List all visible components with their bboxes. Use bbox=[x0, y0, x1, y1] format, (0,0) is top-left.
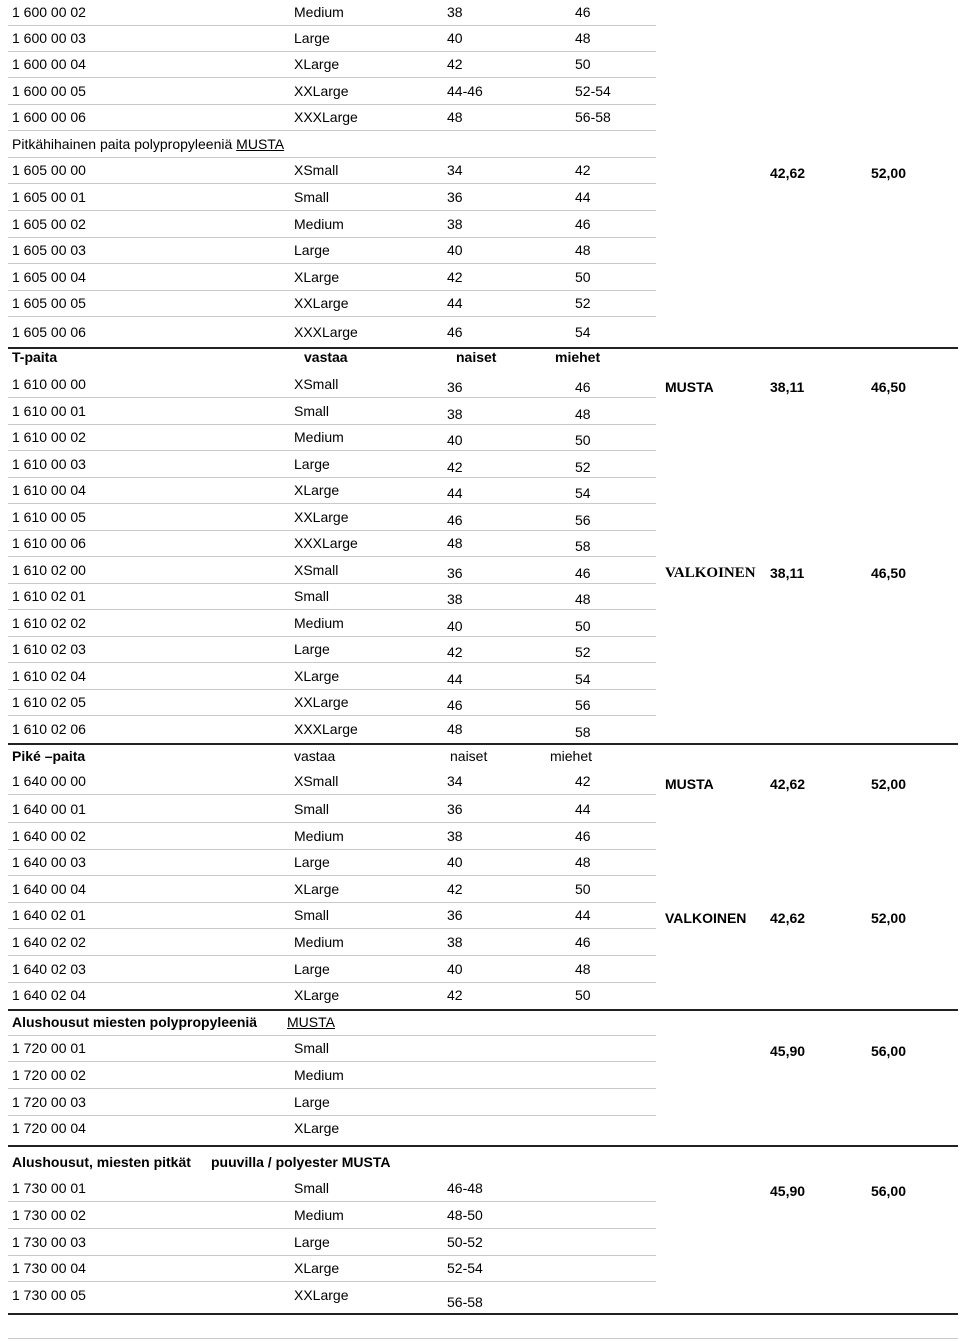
table-row: 1 610 00 00 XSmall 36 46 MUSTA 38,11 46,50 bbox=[0, 372, 960, 398]
table-row: 1 605 00 01 Small 36 44 bbox=[0, 185, 960, 211]
section-title: T-paita bbox=[12, 349, 58, 365]
section-material: puuvilla / polyester MUSTA bbox=[211, 1154, 391, 1170]
price-1: 45,90 bbox=[770, 1043, 806, 1059]
table-row: 1 610 00 01 Small 38 48 bbox=[0, 399, 960, 425]
price-1: 45,90 bbox=[770, 1183, 806, 1199]
price-2: 46,50 bbox=[870, 565, 906, 581]
price-1: 42,62 bbox=[770, 165, 806, 181]
table-row: 1 730 00 02 Medium 48-50 bbox=[0, 1203, 960, 1229]
price-2: 52,00 bbox=[870, 776, 906, 792]
table-row: 1 600 00 04 XLarge 42 50 bbox=[0, 52, 960, 78]
table-row: 1 610 02 03 Large 42 52 bbox=[0, 637, 960, 663]
table-row: 1 730 00 01 Small 46-48 45,90 56,00 bbox=[0, 1176, 960, 1202]
table-row: 1 720 00 01 Small 45,90 56,00 bbox=[0, 1036, 960, 1062]
table-row: 1 610 02 02 Medium 40 50 bbox=[0, 611, 960, 637]
table-row: 1 600 00 06 XXXLarge 48 56-58 bbox=[0, 105, 960, 131]
price-2: 52,00 bbox=[870, 910, 906, 926]
table-row: 1 610 02 04 XLarge 44 54 bbox=[0, 664, 960, 690]
section-header: T-paita vastaa naiset miehet bbox=[12, 349, 601, 365]
bottom-divider bbox=[8, 1338, 958, 1339]
table-row: 1 610 02 05 XXLarge 46 56 bbox=[0, 690, 960, 716]
section-color: MUSTA bbox=[287, 1014, 335, 1030]
table-row: 1 610 02 06 XXXLarge 48 58 bbox=[0, 717, 960, 745]
color-label: MUSTA bbox=[665, 776, 714, 792]
table-row: 1 730 00 04 XLarge 52-54 bbox=[0, 1256, 960, 1282]
price-1: 38,11 bbox=[770, 565, 805, 581]
table-row: 1 605 00 03 Large 40 48 bbox=[0, 238, 960, 264]
table-row: 1 610 02 01 Small 38 48 bbox=[0, 584, 960, 610]
price-1: 38,11 bbox=[770, 379, 805, 395]
table-row: 1 605 00 00 XSmall 34 42 42,62 52,00 bbox=[0, 158, 960, 184]
table-row: 1 605 00 05 XXLarge 44 52 bbox=[0, 291, 960, 317]
table-row: 1 640 00 04 XLarge 42 50 bbox=[0, 877, 960, 903]
price-2: 56,00 bbox=[870, 1183, 906, 1199]
table-row: 1 605 00 02 Medium 38 46 bbox=[0, 212, 960, 238]
price-1: 42,62 bbox=[770, 910, 806, 926]
table-row: 1 730 00 05 XXLarge 56-58 bbox=[0, 1283, 960, 1315]
table-row: 1 640 02 01 Small 36 44 VALKOINEN 42,62 52,00 bbox=[0, 903, 960, 929]
table-row: 1 610 00 05 XXLarge 46 56 bbox=[0, 505, 960, 531]
price-1: 42,62 bbox=[770, 776, 806, 792]
table-row: 1 610 00 06 XXXLarge 48 58 bbox=[0, 531, 960, 557]
price-2: 56,00 bbox=[870, 1043, 906, 1059]
table-row: 1 605 00 04 XLarge 42 50 bbox=[0, 265, 960, 291]
table-row: 1 600 00 05 XXLarge 44-46 52-54 bbox=[0, 79, 960, 105]
table-row: 1 605 00 06 XXXLarge 46 54 bbox=[0, 318, 960, 349]
table-row: 1 640 02 03 Large 40 48 bbox=[0, 957, 960, 983]
section-header bbox=[0, 1010, 960, 1036]
table-row: 1 640 00 03 Large 40 48 bbox=[0, 850, 960, 876]
section-title: Pitkähihainen paita polypropyleeniä bbox=[12, 136, 233, 152]
section-title: Alushousut miesten polypropyleeniä bbox=[12, 1014, 258, 1030]
table-row: 1 720 00 04 XLarge bbox=[0, 1116, 960, 1147]
table-row: 1 600 00 03 Large 40 48 bbox=[0, 26, 960, 52]
table-row: 1 730 00 03 Large 50-52 bbox=[0, 1230, 960, 1256]
price-2: 46,50 bbox=[870, 379, 906, 395]
table-row: 1 640 02 02 Medium 38 46 bbox=[0, 930, 960, 956]
table-row: 1 720 00 03 Large bbox=[0, 1090, 960, 1116]
table-row: 1 600 00 02 Medium 38 46 bbox=[0, 0, 960, 26]
section-title: Piké –paita bbox=[12, 748, 86, 764]
section-color: MUSTA bbox=[236, 136, 285, 152]
color-label: VALKOINEN bbox=[665, 565, 756, 581]
table-row: 1 720 00 02 Medium bbox=[0, 1063, 960, 1089]
table-row: 1 640 00 00 XSmall 34 42 MUSTA 42,62 52,00 bbox=[0, 769, 960, 795]
table-row: 1 640 02 04 XLarge 42 50 bbox=[0, 983, 960, 1011]
table-row: 1 610 02 00 XSmall 36 46 VALKOINEN 38,11 46,50 bbox=[0, 558, 960, 584]
section-header: Piké –paita vastaa naiset miehet bbox=[12, 748, 593, 764]
color-label: MUSTA bbox=[665, 379, 714, 395]
table-row: 1 640 00 01 Small 36 44 bbox=[0, 797, 960, 823]
price-2: 52,00 bbox=[870, 165, 906, 181]
table-row: 1 610 00 02 Medium 40 50 bbox=[0, 425, 960, 451]
section-header bbox=[0, 1150, 960, 1176]
table-row: 1 610 00 03 Large 42 52 bbox=[0, 452, 960, 478]
section-header bbox=[0, 132, 960, 158]
table-row: 1 610 00 04 XLarge 44 54 bbox=[0, 478, 960, 504]
section-title: Alushousut, miesten pitkät bbox=[12, 1154, 191, 1170]
table-row: 1 640 00 02 Medium 38 46 bbox=[0, 824, 960, 850]
color-label: VALKOINEN bbox=[665, 910, 747, 926]
